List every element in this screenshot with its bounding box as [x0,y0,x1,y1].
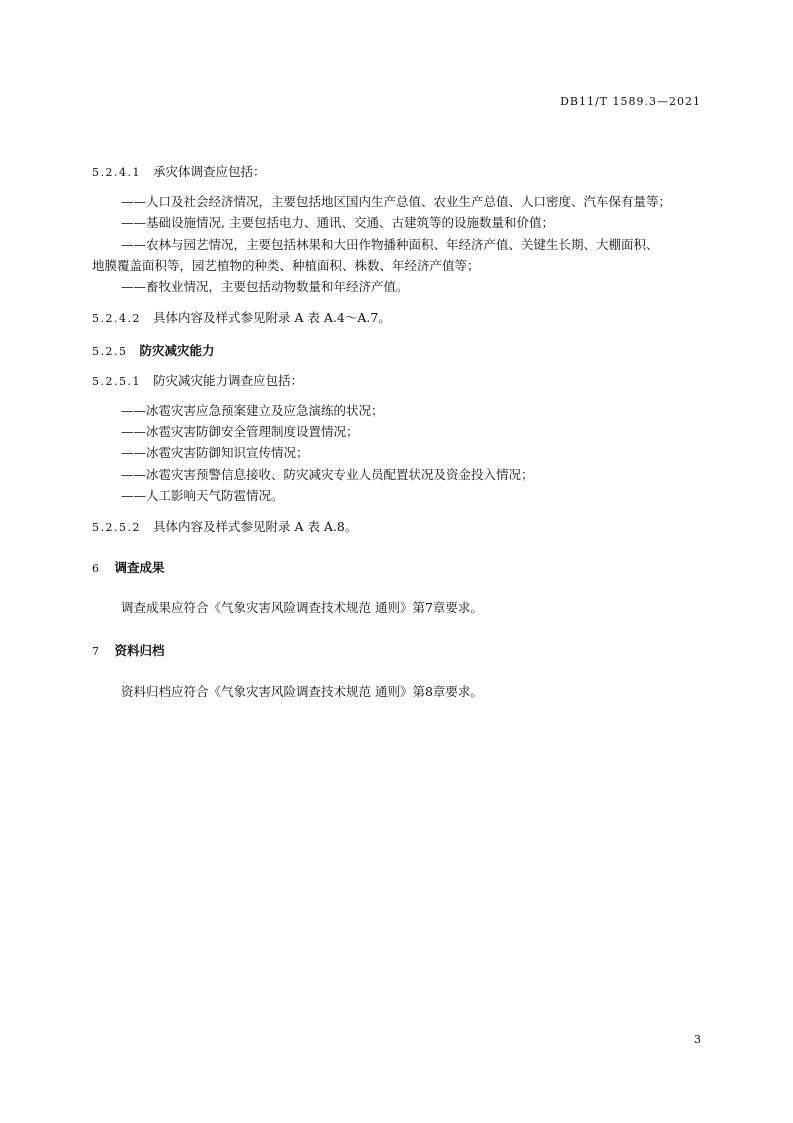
heading-text: 防灾减灾能力 [139,343,215,358]
heading-6 [92,557,165,579]
list-item: ——冰雹灾害防御知识宣传情况； [121,445,309,460]
heading-text: 资料归档 [114,643,165,658]
chapter-number: 7 [92,645,101,658]
heading-7 [92,640,165,662]
clause-number: 5.2.5.2 [92,521,141,534]
list-item: ——冰雹灾害预警信息接收、防灾减灾专业人员配置状况及资金投入情况； [121,467,534,482]
heading-5-2-5 [92,340,215,362]
clause-number: 5.2.4.2 [92,312,141,325]
clause-number: 5.2.5 [92,345,128,358]
list-item-continuation: 地膜覆盖面积等，园艺植物的种类、种植面积、株数、年经济产值等； [92,258,480,273]
clause-text: 具体内容及样式参见附录 A 表 A.4～A.7。 [152,310,391,325]
clause-text: 防灾减灾能力调查应包括： [152,373,303,388]
list-item: ——畜牧业情况，主要包括动物数量和年经济产值。 [121,279,409,294]
clause-5-2-4-2 [92,307,391,329]
clause-text: 承灾体调查应包括： [152,164,266,179]
chapter-number: 6 [92,562,101,575]
clause-text: 具体内容及样式参见附录 A 表 A.8。 [152,519,358,534]
clause-number: 5.2.4.1 [92,166,141,179]
page-number: 3 [694,1033,701,1046]
clause-5-2-4-1 [92,161,266,183]
list-item: ——人工影响天气防雹情况。 [121,488,284,503]
list-item: ——冰雹灾害防御安全管理制度设置情况； [121,424,359,439]
list-item: ——基础设施情况, 主要包括电力、通讯、交通、古建筑等的设施数量和价值； [121,215,554,230]
list-item: ——冰雹灾害应急预案建立及应急演练的状况； [121,403,384,418]
paragraph: 调查成果应符合《气象灾害风险调查技术规范 通则》第7章要求。 [121,600,483,615]
heading-text: 调查成果 [114,560,165,575]
list-item: ——农林与园艺情况，主要包括林果和大田作物播种面积、年经济产值、关键生长期、大棚面积、 [121,237,659,252]
clause-5-2-5-1 [92,370,303,392]
clause-5-2-5-2 [92,516,357,538]
list-item: ——人口及社会经济情况，主要包括地区国内生产总值、农业生产总值、人口密度、汽车保有量等； [121,194,672,209]
clause-number: 5.2.5.1 [92,375,141,388]
paragraph: 资料归档应符合《气象灾害风险调查技术规范 通则》第8章要求。 [121,684,483,699]
document-id-header: DB11/T 1589.3—2021 [560,95,701,108]
